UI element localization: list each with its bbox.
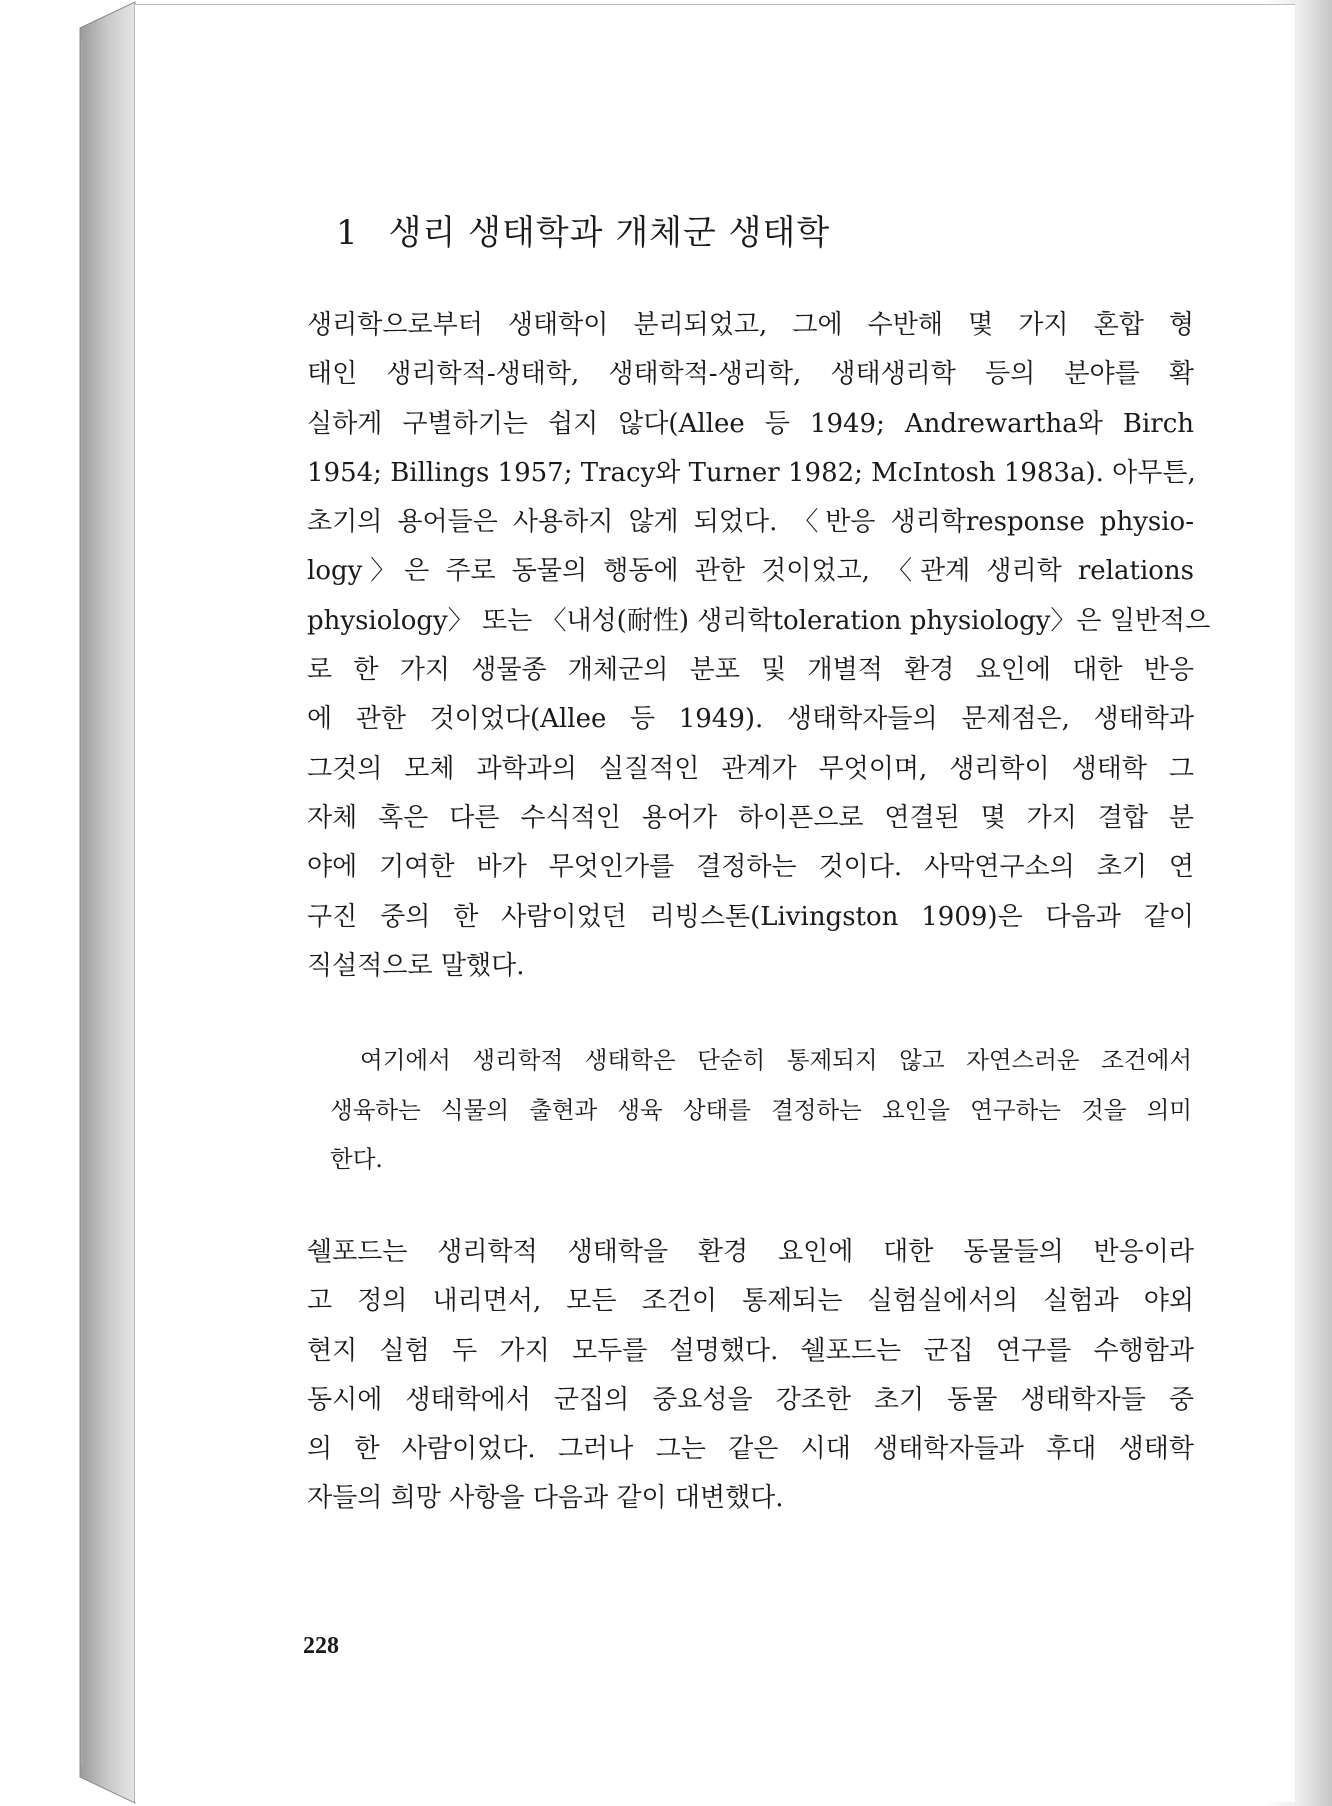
section-title: 생리 생태학과 개체군 생태학 — [388, 213, 831, 253]
text-line: 실하게 구별하기는 쉽지 않다(Allee 등 1949; Andrewartha와 Birch — [307, 408, 1194, 439]
text-line: 그것의 모체 과학과의 실질적인 관계가 무엇이며, 생리학이 생태학 그 — [307, 753, 1194, 784]
text-line: 쉘포드는 생리학적 생태학을 환경 요인에 대한 동물들의 반응이라 — [307, 1237, 1194, 1267]
text-line: 로 한 가지 생물종 개체군의 분포 및 개별적 환경 요인에 대한 반응 — [307, 655, 1194, 686]
section-number: 1 — [336, 213, 359, 253]
text-line: 초기의 용어들은 사용하지 않게 되었다. 〈반응 생리학response physio- — [307, 507, 1194, 538]
text-line: 현지 실험 두 가지 모두를 설명했다. 쉘포드는 군집 연구를 수행함과 — [307, 1335, 1194, 1366]
text-line: 자들의 희망 사항을 다음과 같이 대변했다. — [307, 1483, 784, 1514]
text-line: 의 한 사람이었다. 그러나 그는 같은 시대 생태학자들과 후대 생태학 — [307, 1434, 1194, 1465]
text-line: logy〉은 주로 동물의 행동에 관한 것이었고, 〈관계 생리학 relations — [307, 556, 1194, 587]
section-heading — [336, 205, 830, 254]
text-line: 자체 혹은 다른 수식적인 용어가 하이픈으로 연결된 몇 가지 결합 분 — [307, 802, 1194, 833]
body-paragraph-2 — [307, 1228, 1194, 1524]
quote-line: 생육하는 식물의 출현과 생육 상태를 결정하는 요인을 연구하는 것을 의미 — [330, 1095, 1192, 1124]
text-line: 생리학으로부터 생태학이 분리되었고, 그에 수반해 몇 가지 혼합 형 — [307, 310, 1194, 340]
quote-line: 한다. — [330, 1145, 383, 1173]
page-number: 228 — [303, 1633, 339, 1659]
text-line: 고 정의 내리면서, 모든 조건이 통제되는 실험실에서의 실험과 야외 — [307, 1286, 1194, 1317]
body-paragraph-1 — [307, 301, 1211, 991]
text-line: physiology〉 또는 〈내성(耐性) 생리학toleration physiology〉은 일반적으 — [307, 605, 1211, 636]
block-quote — [330, 1036, 1192, 1185]
text-line: 야에 기여한 바가 무엇인가를 결정하는 것이다. 사막연구소의 초기 연 — [307, 852, 1194, 883]
quote-line: 여기에서 생리학적 생태학은 단순히 통제되지 않고 자연스러운 조건에서 — [360, 1046, 1192, 1074]
text-line: 동시에 생태학에서 군집의 중요성을 강조한 초기 동물 생태학자들 중 — [307, 1384, 1194, 1415]
text-line: 구진 중의 한 사람이었던 리빙스톤(Livingston 1909)은 다음과 같이 — [307, 901, 1194, 932]
text-line: 태인 생리학적-생태학, 생태학적-생리학, 생태생리학 등의 분야를 확 — [307, 359, 1194, 390]
text-line: 1954; Billings 1957; Tracy와 Turner 1982; McIntosh 1983a). 아무튼, — [307, 457, 1196, 488]
text-line: 에 관한 것이었다(Allee 등 1949). 생태학자들의 문제점은, 생태학과 — [307, 704, 1194, 735]
text-line: 직설적으로 말했다. — [307, 950, 525, 981]
